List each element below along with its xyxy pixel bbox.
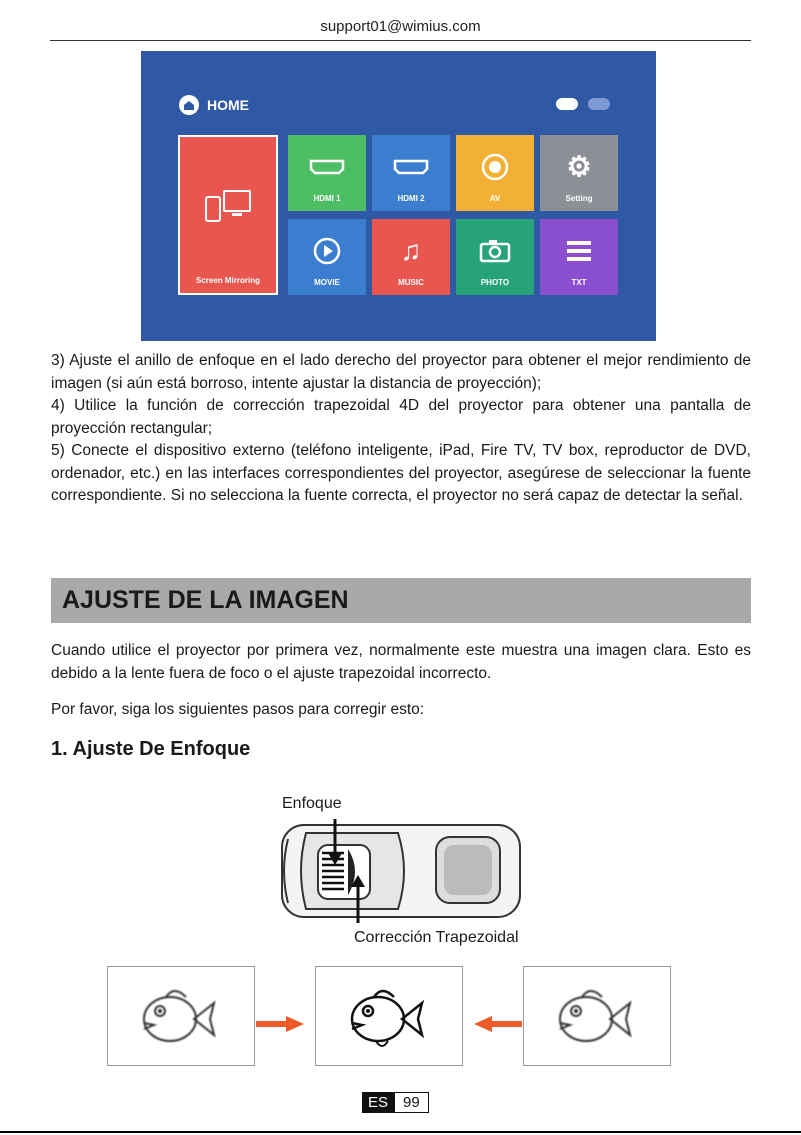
tile-label: Screen Mirroring bbox=[195, 276, 260, 285]
tile-hdmi-2 bbox=[372, 135, 450, 211]
gear-icon: ⚙ bbox=[566, 150, 592, 182]
arrow-right-icon bbox=[256, 1016, 304, 1032]
fish-blurry-right bbox=[523, 966, 671, 1066]
toggle-icon bbox=[556, 98, 578, 110]
home-header bbox=[179, 95, 249, 115]
tile-label: MOVIE bbox=[314, 278, 340, 287]
status-indicators bbox=[556, 98, 610, 110]
language-badge: ES bbox=[362, 1092, 394, 1113]
toggle-icon bbox=[588, 98, 610, 110]
keystone-label: Corrección Trapezoidal bbox=[354, 929, 519, 946]
home-icon bbox=[179, 95, 199, 115]
sub-heading: 1. Ajuste De Enfoque bbox=[51, 738, 251, 760]
header-email: support01@wimius.com bbox=[320, 18, 481, 35]
header-rule bbox=[50, 40, 751, 41]
fish-clear-center bbox=[315, 966, 463, 1066]
hdmi-icon bbox=[309, 159, 345, 175]
focus-label: Enfoque bbox=[282, 795, 342, 812]
av-icon bbox=[481, 153, 509, 181]
tile-label: Setting bbox=[565, 194, 593, 203]
fish-icon bbox=[316, 967, 464, 1067]
section-instruction: Por favor, siga los siguientes pasos para corregir esto: bbox=[51, 701, 425, 718]
camera-icon bbox=[479, 239, 511, 263]
steps-text bbox=[51, 350, 751, 508]
fish-icon bbox=[108, 967, 256, 1067]
tile-setting bbox=[540, 135, 618, 211]
tile-label: TXT bbox=[571, 278, 587, 287]
projector-diagram bbox=[278, 819, 523, 924]
home-label: HOME bbox=[207, 97, 249, 113]
page-footer bbox=[362, 1092, 429, 1113]
tile-txt bbox=[540, 219, 618, 295]
play-icon bbox=[313, 237, 341, 265]
page-number: 99 bbox=[394, 1092, 429, 1113]
tile-music bbox=[372, 219, 450, 295]
tile-movie bbox=[288, 219, 366, 295]
tile-label: AV bbox=[489, 194, 501, 203]
bottom-rule bbox=[0, 1131, 801, 1133]
tile-label: HDMI 2 bbox=[397, 194, 425, 203]
tile-av bbox=[456, 135, 534, 211]
tile-photo bbox=[456, 219, 534, 295]
tile-label: HDMI 1 bbox=[313, 194, 341, 203]
step-4: 4) Utilice la función de corrección trapezoidal 4D del proyector para obtener una pantalla de proyección rectangular; bbox=[51, 397, 751, 437]
screen-mirroring-icon bbox=[204, 189, 252, 225]
tile-hdmi-1 bbox=[288, 135, 366, 211]
fish-icon bbox=[524, 967, 672, 1067]
section-intro: Cuando utilice el proyector por primera vez, normalmente este muestra una imagen clara. Esto es debido a la lente fuera de foco o el ajuste trapezoidal incorrecto. bbox=[51, 642, 751, 682]
hdmi-icon bbox=[393, 159, 429, 175]
arrow-left-icon bbox=[474, 1016, 522, 1032]
list-icon bbox=[565, 239, 593, 263]
projector-home-screen bbox=[141, 51, 656, 341]
music-icon: ♫ bbox=[400, 234, 422, 266]
step-3: 3) Ajuste el anillo de enfoque en el lado derecho del proyector para obtener el mejor rendimiento de imagen (si aún está borroso, intente ajustar la distancia de proyección); bbox=[51, 352, 751, 392]
tile-label: PHOTO bbox=[480, 278, 510, 287]
step-5: 5) Conecte el dispositivo externo (teléfono inteligente, iPad, Fire TV, TV box, reproductor de DVD, ordenador, etc.) en las interfaces correspondientes del proyector, asegúrese de seleccionar la fuente correspondiente. Si no selecciona la fuente correcta, el proyector no será capaz de detectar la señal. bbox=[51, 442, 751, 504]
tile-screen-mirroring bbox=[178, 135, 278, 295]
tile-label: MUSIC bbox=[398, 278, 424, 287]
section-title: AJUSTE DE LA IMAGEN bbox=[62, 586, 349, 614]
fish-blurry-left bbox=[107, 966, 255, 1066]
